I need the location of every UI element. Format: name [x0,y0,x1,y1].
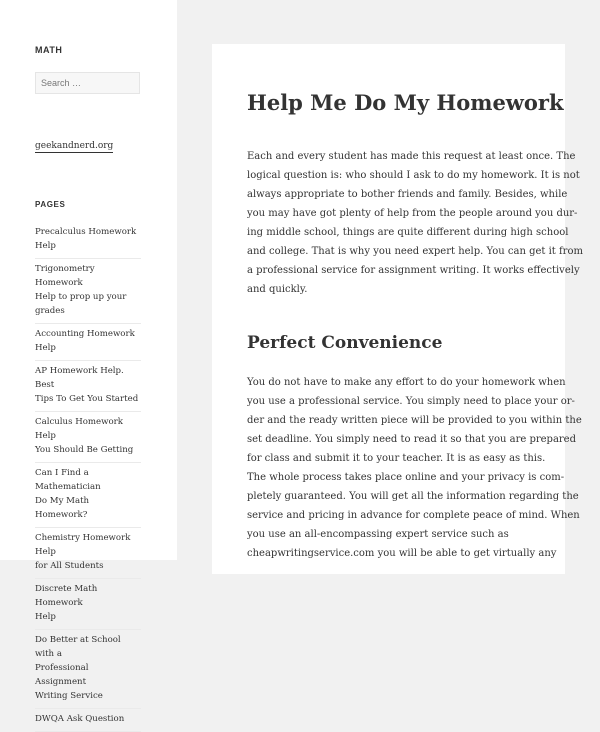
paragraph-line: Each and every student has made this request at least once. The [247,151,576,162]
paragraph-line: you may have got plenty of help from the people around you dur- [247,208,578,219]
search-input[interactable] [35,72,140,94]
paragraph-line: set deadline. You simply need to read it so that you are prepared [247,434,577,445]
page-link-label: AP Homework Help. Best [35,366,124,390]
page-link-label: Writing Service [35,691,103,701]
page-link[interactable] [35,709,141,732]
section-paragraph [247,373,582,563]
site-title[interactable]: MATH [35,45,63,55]
paragraph-line: service and pricing in advance for complete peace of mind. When [247,510,580,521]
page-link[interactable] [35,412,141,463]
page-link-label: Accounting Homework Help [35,329,135,353]
page-link-label: Professional Assignment [35,663,89,687]
post-title: Help Me Do My Homework [247,90,564,115]
paragraph-line: pletely guaranteed. You will get all the information regarding the [247,491,579,502]
page-link[interactable] [35,463,141,528]
page-link[interactable] [35,259,141,324]
page-link-label: Discrete Math Homework [35,584,98,608]
page-link-label: Help [35,612,56,622]
paragraph-line: der and the ready written piece will be provided to you within the [247,415,582,426]
page-link[interactable] [35,579,141,630]
page-link[interactable] [35,528,141,579]
paragraph-line: you use an all-encompassing expert service such as [247,529,509,540]
page-link-label: Help to prop up your grades [35,292,127,316]
site-link[interactable]: geekandnerd.org [35,141,114,151]
page-link-label: Chemistry Homework Help [35,533,131,557]
paragraph-line: The whole process takes place online and your privacy is com- [247,472,565,483]
page-link-label: DWQA Ask Question [35,714,125,724]
page-link[interactable] [35,222,141,259]
page-link[interactable] [35,630,141,709]
page-link-label: Do My Math Homework? [35,496,90,520]
paragraph-line: ing middle school, things are quite different during high school [247,227,569,238]
sidebar [0,0,177,724]
paragraph-line: always appropriate to bother friends and family. Besides, while [247,189,568,200]
pages-heading: PAGES [35,200,66,209]
paragraph-line: cheapwritingservice.com you will be able to get virtually any [247,548,557,559]
paragraph-line: and college. That is why you need expert help. You can get it from [247,246,583,257]
page-link[interactable] [35,324,141,361]
paragraph-line: you use a professional service. You simply need to place your or- [247,396,575,407]
page-link-label: Can I Find a Mathematician [35,468,101,492]
page-link-label: Trigonometry Homework [35,264,95,288]
intro-paragraph [247,147,583,299]
paragraph-line: You do not have to make any effort to do your homework when [247,377,566,388]
page-link-label: Precalculus Homework Help [35,227,137,251]
paragraph-line: and quickly. [247,284,308,295]
page-link[interactable] [35,361,141,412]
paragraph-line: for class and submit it to your teacher. It is as easy as this. [247,453,546,464]
page-link-label: Calculus Homework Help [35,417,123,441]
paragraph-line: a professional service for assignment writing. It works effectively [247,265,580,276]
pages-list [35,222,141,732]
paragraph-line: logical question is: who should I ask to do my homework. It is not [247,170,580,181]
section-title: Perfect Convenience [247,333,443,353]
page-link-label: for All Students [35,561,104,571]
page-link-label: Do Better at School with a [35,635,121,659]
page-link-label: You Should Be Getting [35,445,134,455]
page-link-label: Tips To Get You Started [35,394,139,404]
